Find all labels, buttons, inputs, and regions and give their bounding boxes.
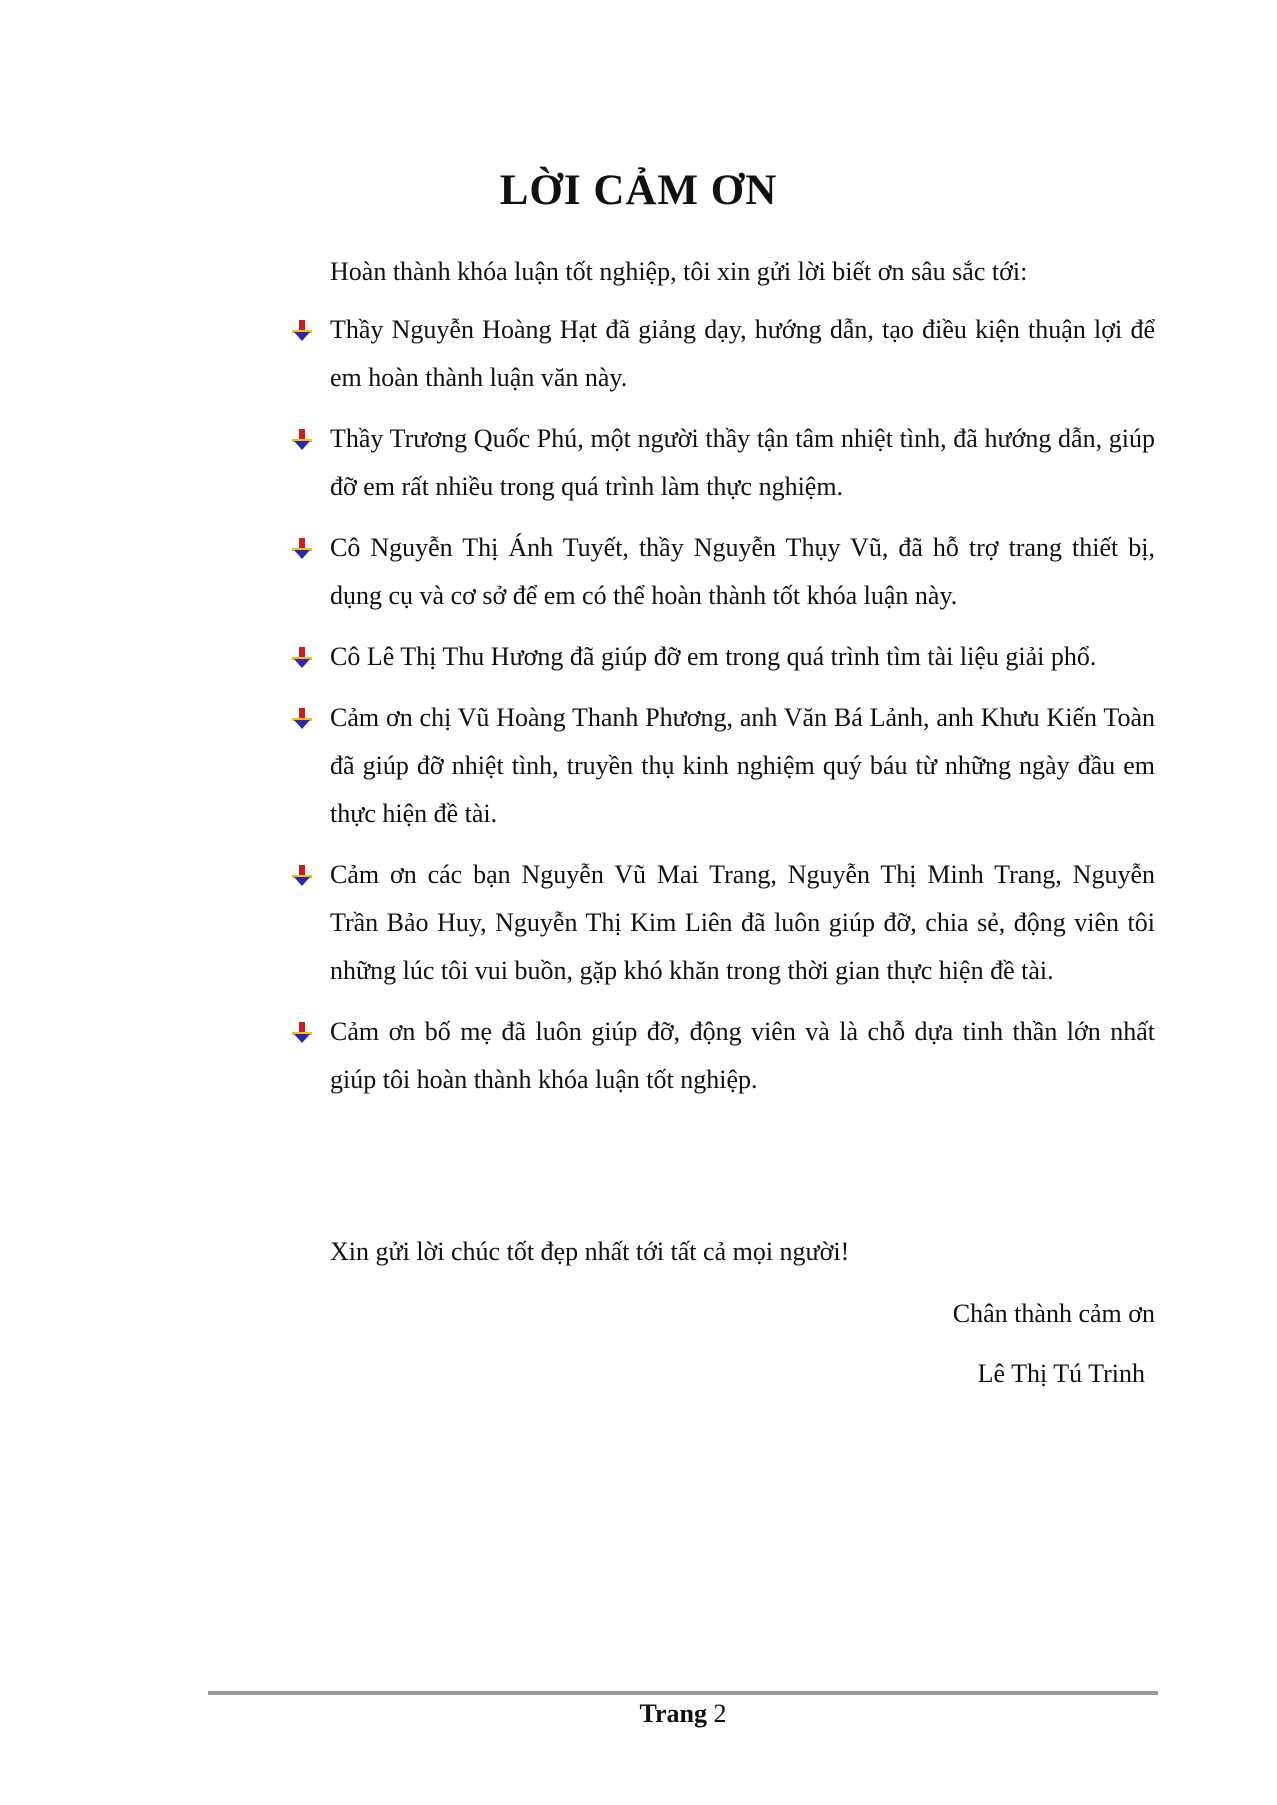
- list-item: [290, 306, 1155, 402]
- list-item: [290, 694, 1155, 838]
- list-item-text: Cô Lê Thị Thu Hương đã giúp đỡ em trong quá trình tìm tài liệu giải phổ.: [330, 642, 1097, 671]
- list-item: [290, 415, 1155, 511]
- page-number: 2: [713, 1699, 727, 1728]
- list-item-text: Cảm ơn bố mẹ đã luôn giúp đỡ, động viên và là chỗ dựa tinh thần lớn nhất giúp tôi hoàn thành khóa luận tốt nghiệp.: [330, 1017, 1155, 1094]
- page-footer: [0, 1694, 1277, 1734]
- down-arrow-bullet-icon: [290, 706, 314, 730]
- signature-closing: Chân thành cảm ơn: [952, 1299, 1155, 1328]
- down-arrow-bullet-icon: [290, 536, 314, 560]
- list-item-text: Cảm ơn các bạn Nguyễn Vũ Mai Trang, Nguyễn Thị Minh Trang, Nguyễn Trần Bảo Huy, Nguyễn Thị Kim Liên đã luôn giúp đỡ, chia sẻ, động viên tôi những lúc tôi vui buồn, gặp khó khăn trong thời gian thực hiện đề tài.: [330, 860, 1155, 985]
- list-item: [290, 633, 1155, 681]
- down-arrow-bullet-icon: [290, 427, 314, 451]
- down-arrow-bullet-icon: [290, 318, 314, 342]
- page-label: Trang: [639, 1699, 707, 1728]
- list-item-text: Cô Nguyễn Thị Ánh Tuyết, thầy Nguyễn Thụy Vũ, đã hỗ trợ trang thiết bị, dụng cụ và cơ sở để em có thể hoàn thành tốt khóa luận này.: [330, 533, 1155, 610]
- down-arrow-bullet-icon: [290, 863, 314, 887]
- list-item-text: Thầy Trương Quốc Phú, một người thầy tận tâm nhiệt tình, đã hướng dẫn, giúp đỡ em rất nhiều trong quá trình làm thực nghiệm.: [330, 424, 1155, 501]
- list-item-text: Cảm ơn chị Vũ Hoàng Thanh Phương, anh Văn Bá Lảnh, anh Khưu Kiến Toàn đã giúp đỡ nhiệt tình, truyền thụ kinh nghiệm quý báu từ những ngày đầu em thực hiện đề tài.: [330, 703, 1155, 828]
- down-arrow-bullet-icon: [290, 1020, 314, 1044]
- intro-paragraph: Hoàn thành khóa luận tốt nghiệp, tôi xin gửi lời biết ơn sâu sắc tới:: [330, 257, 1028, 286]
- list-item-text: Thầy Nguyễn Hoàng Hạt đã giảng dạy, hướng dẫn, tạo điều kiện thuận lợi để em hoàn thành luận văn này.: [330, 315, 1155, 392]
- list-item: [290, 524, 1155, 620]
- closing-paragraph: Xin gửi lời chúc tốt đẹp nhất tới tất cả mọi người!: [330, 1237, 850, 1266]
- list-item: [290, 851, 1155, 995]
- acknowledgement-list: [290, 306, 1155, 1117]
- down-arrow-bullet-icon: [290, 645, 314, 669]
- list-item: [290, 1008, 1155, 1104]
- signature-name: Lê Thị Tú Trinh: [977, 1359, 1145, 1388]
- page-title: LỜI CẢM ƠN: [499, 167, 778, 214]
